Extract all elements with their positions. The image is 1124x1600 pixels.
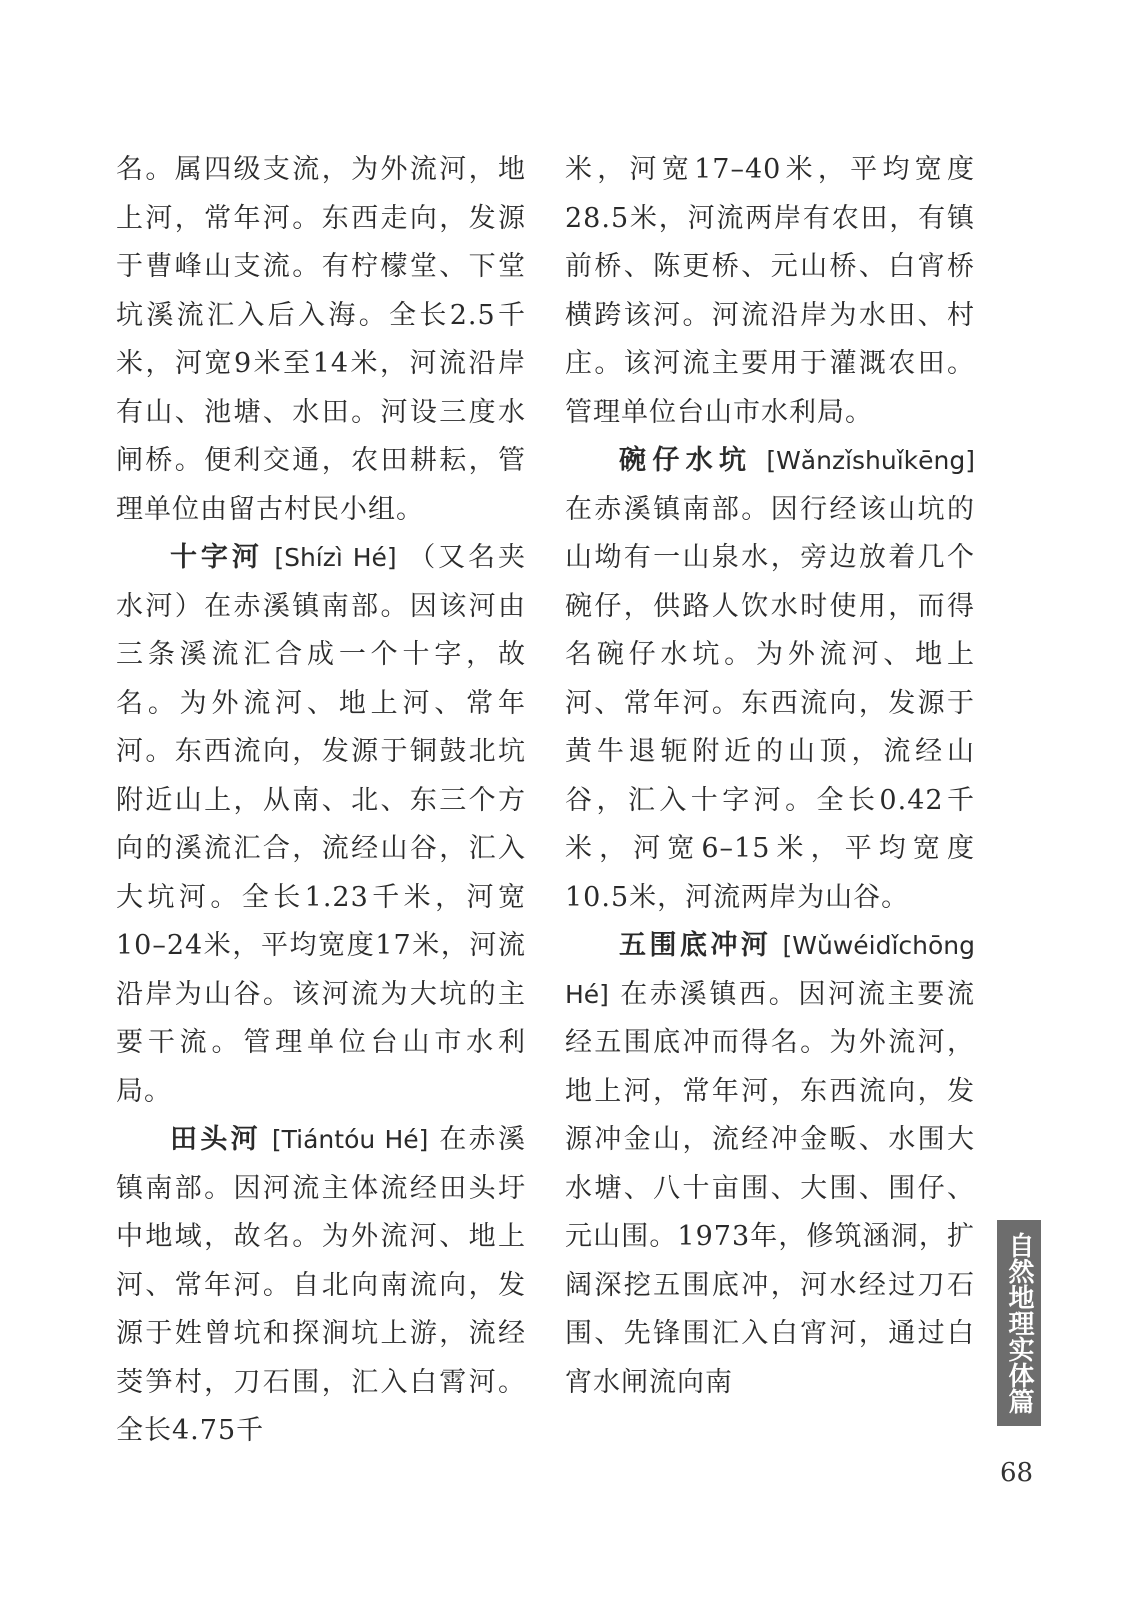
page-number: 68 [1000,1458,1034,1488]
entry-term: 十字河 [170,542,263,573]
section-side-tab: 自然地理实体篇 [997,1220,1041,1426]
entry-body: 在赤溪镇南部。因行经该山坑的山坳有一山泉水，旁边放着几个碗仔，供路人饮水时使用，而得名碗仔水坑。为外流河、地上河、常年河。东西流向，发源于黄牛退轭附近的山顶，流经山谷，汇入十字河。全长0.42千米，河宽6–15米，平均宽度10.5米，河流两岸为山谷。 [565,493,975,913]
entry-tiantou-he [116,1116,526,1456]
entry-term: 碗仔水坑 [619,445,753,476]
entry-pinyin: [Wǎnzǐshuǐkēng] [766,446,976,475]
left-column [116,146,526,1456]
entry-shizi-he [116,534,526,1116]
entry-wuweidichong-he [565,922,975,1407]
entry-pinyin: [Wǔwéidǐchōng Hé] [565,931,976,1009]
entry-term: 田头河 [170,1124,261,1155]
entry-pinyin: [Tiántóu Hé] [271,1125,429,1154]
entry-term: 五围底冲河 [619,930,772,961]
right-column [565,146,975,1407]
continued-paragraph: 名。属四级支流，为外流河，地上河，常年河。东西走向，发源于曹峰山支流。有柠檬堂、下堂坑溪流汇入后入海。全长2.5千米，河宽9米至14米，河流沿岸有山、池塘、水田。河设三度水闸桥。便利交通，农田耕耘，管理单位由留古村民小组。 [116,154,526,525]
entry-body: 在赤溪镇南部。因河流主体流经田头圩中地域，故名。为外流河、地上河、常年河。自北向南流向，发源于姓曾坑和探涧坑上游，流经茭笋村，刀石围，汇入白霄河。全长4.75千 [116,1124,526,1446]
entry-body: （又名夹水河）在赤溪镇南部。因该河由三条溪流汇合成一个十字，故名。为外流河、地上河、常年河。东西流向，发源于铜鼓北坑附近山上，从南、北、东三个方向的溪流汇合，流经山谷，汇入大坑河。全长1.23千米，河宽10–24米，平均宽度17米，河流沿岸为山谷。该河流为大坑的主要干流。管理单位台山市水利局。 [116,542,526,1107]
continued-paragraph: 米，河宽17–40米，平均宽度28.5米，河流两岸有农田，有镇前桥、陈更桥、元山桥、白宵桥横跨该河。河流沿岸为水田、村庄。该河流主要用于灌溉农田。管理单位台山市水利局。 [565,154,975,428]
entry-body: 在赤溪镇西。因河流主要流经五围底冲而得名。为外流河，地上河，常年河，东西流向，发源冲金山，流经冲金畈、水围大水塘、八十亩围、大围、围仔、元山围。1973年，修筑涵洞，扩阔深挖五围底冲，河水经过刀石围、先锋围汇入白宵河，通过白宵水闸流向南 [565,978,975,1398]
entry-wanzai-shuikeng [565,437,975,922]
entry-pinyin: [Shízì Hé] [274,543,397,572]
